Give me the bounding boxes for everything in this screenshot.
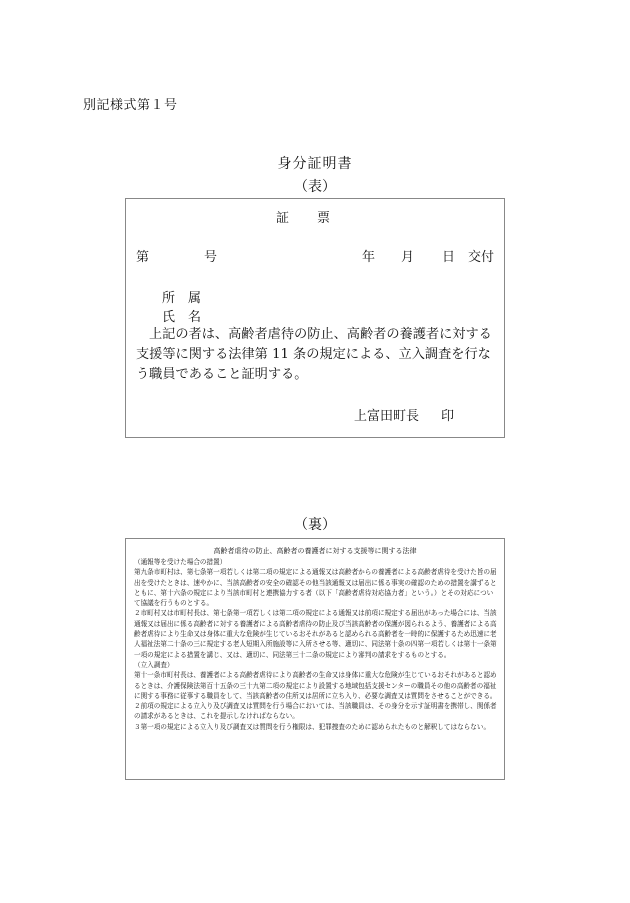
law-paragraph: （立入調査） (134, 660, 174, 669)
law-paragraph: 第十一条市町村長は、養護者による高齢者虐待により高齢者の生命又は身体に重大な危険が生じているおそれがあると認めるときは、介護保険法第百十五条の三十九第二項の規定により設置する地域包括支援センターの職員その他の高齢者の福祉に関する事務に従事する職員をして、当該高齢者の住所又は居所に立ち入り、必要な調査又は質問をさせることができる。 (134, 671, 497, 700)
back-side-label: （裏） (294, 517, 336, 533)
day-label: 日 (442, 250, 456, 265)
front-side-label: （表） (294, 179, 336, 195)
law-paragraph: ２前項の規定による立入り及び調査又は質問を行う場合においては、当該職員は、その身分を示す証明書を携帯し、関係者の請求があるときは、これを提示しなければならない。 (134, 702, 497, 721)
number-prefix: 第 (136, 250, 150, 265)
id-card-back (125, 538, 505, 780)
certification-text: 上記の者は、高齢者虐待の防止、高齢者の養護者に対する支援等に関する法律第 11 条の規定による、立入調査を行なう職員であること証明する。 (136, 327, 492, 382)
issuer-name: 上富田町長 (354, 409, 420, 424)
issuer-line (354, 405, 454, 424)
year-label: 年 (362, 250, 376, 265)
law-title: 高齢者虐待の防止、高齢者の養護者に対する支援等に関する法律 (213, 547, 417, 555)
number-suffix: 号 (204, 250, 218, 265)
id-card-front (125, 198, 505, 438)
card-heading: 証票 (276, 211, 359, 226)
law-paragraph: ３第一項の規定による立入り及び調査又は質問を行う権限は、犯罪捜査のために認められたものと解釈してはならない。 (134, 722, 491, 731)
form-number: 別記様式第１号 (83, 98, 178, 113)
law-text (134, 557, 498, 732)
affiliation-label: 所 属 (162, 291, 202, 306)
law-paragraph: （通報等を受けた場合の措置） (134, 558, 227, 566)
seal-mark: 印 (441, 409, 455, 424)
month-label: 月 (401, 250, 415, 265)
law-paragraph: ２市町村又は市町村長は、第七条第一項若しくは第二項の規定による通報又は前項に規定する届出があった場合には、当該通報又は届出に係る高齢者に対する養護者による高齢者虐待の防止及び当該高齢者の保護が図られるよう、養護者による高齢者虐待により生命又は身体に重大な危険が生じているおそれがあると認められる高齢者を一時的に保護するため迅速に老人福祉法第二十条の三に規定する老人短期入所施設等に入所させる等、適切に、同法第十条の四第一項若しくは第十一条第一項の規定による措置を講じ、又は、適切に、同法第三十二条の規定により審判の請求をするものとする。 (134, 609, 497, 659)
name-label: 氏 名 (162, 310, 202, 325)
issued-label: 交付 (468, 250, 495, 265)
document-title: 身分証明書 (277, 156, 353, 172)
law-paragraph: 第九条市町村は、第七条第一項若しくは第二項の規定による通報又は高齢者からの養護者による高齢者虐待を受けた旨の届出を受けたときは、速やかに、当該高齢者の安全の確認その他当該通報又は届出に係る事実の確認のための措置を講ずるとともに、第十六条の規定により当該市町村と連携協力する者（以下「高齢者虐待対応協力者」という。）とその対応について協議を行うものとする。 (134, 568, 497, 608)
